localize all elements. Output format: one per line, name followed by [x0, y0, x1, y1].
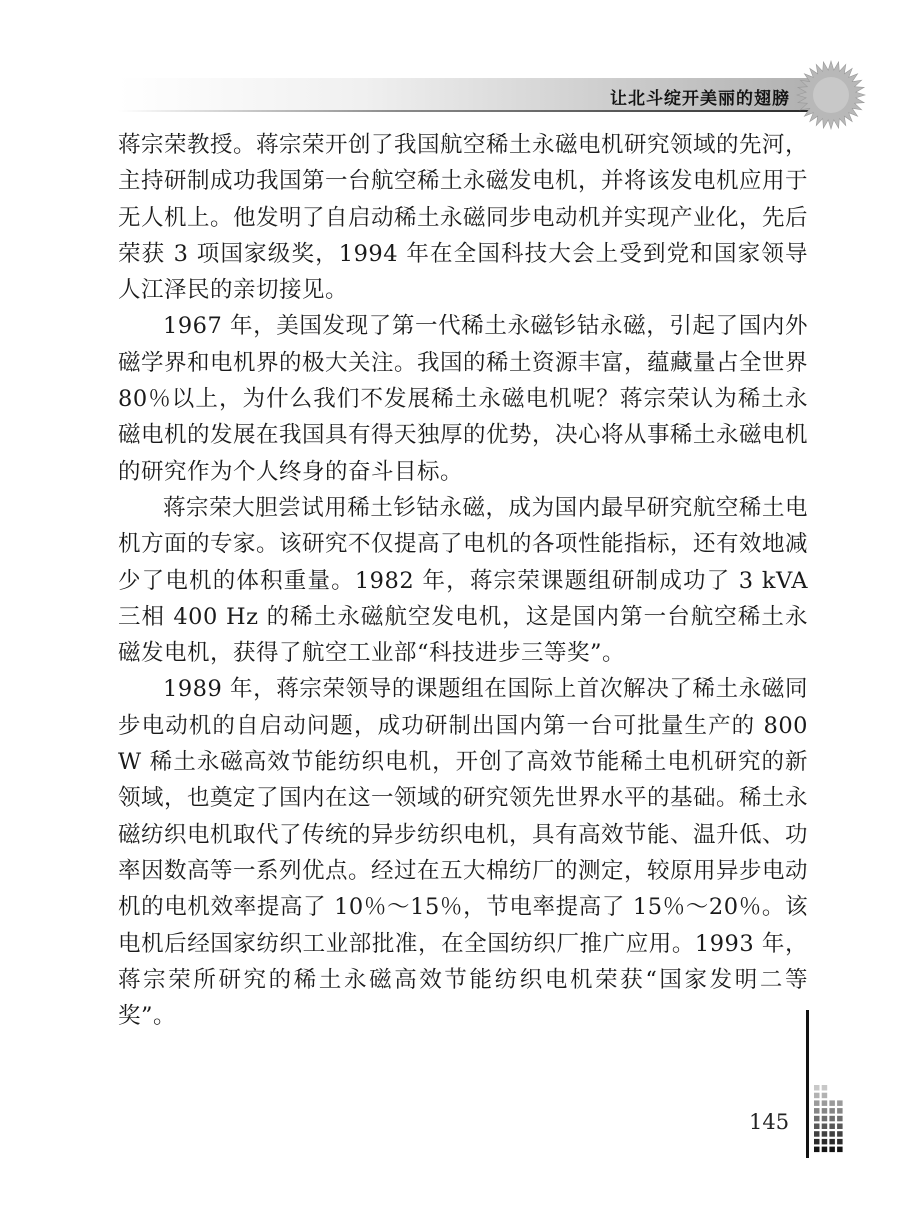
header-rule — [118, 110, 818, 112]
dot-grid-ornament-icon — [814, 1085, 844, 1157]
paragraph-1: 蒋宗荣教授。蒋宗荣开创了我国航空稀土永磁电机研究领域的先河，主持研制成功我国第一台航空稀土永磁发电机，并将该发电机应用于无人机上。他发明了自启动稀土永磁同步电动机并实现产业化，先后荣获 3 项国家级奖，1994 年在全国科技大会上受到党和国家领导人江泽民的亲切接见。 — [118, 132, 809, 304]
running-header — [118, 72, 818, 112]
sunburst-ornament-icon — [796, 60, 866, 130]
paragraph-3: 蒋宗荣大胆尝试用稀土钐钴永磁，成为国内最早研究航空稀土电机方面的专家。该研究不仅提高了电机的各项性能指标，还有效地减少了电机的体积重量。1982 年，蒋宗荣课题组研制成功了 3 kVA 三相 400 Hz 的稀土永磁航空发电机，这是国内第一台航空稀土永磁发电机，获得了航空工业部“科技进步三等奖”。 — [118, 494, 809, 667]
paragraph-2: 1967 年，美国发现了第一代稀土永磁钐钴永磁，引起了国内外磁学界和电机界的极大关注。我国的稀土资源丰富，蕴藏量占全世界 80％以上，为什么我们不发展稀土永磁电机呢？蒋宗荣认为稀土永磁电机的发展在我国具有得天独厚的优势，决心将从事稀土永磁电机的研究作为个人终身的奋斗目标。 — [118, 313, 809, 485]
page-number: 145 — [749, 1110, 790, 1134]
body-text — [118, 127, 808, 1034]
paragraph-4: 1989 年，蒋宗荣领导的课题组在国际上首次解决了稀土永磁同步电动机的自启动问题，成功研制出国内第一台可批量生产的 800 W 稀土永磁高效节能纺织电机，开创了高效节能稀土电机研究的新领域，也奠定了国内在这一领域的研究领先世界水平的基础。稀土永磁纺织电机取代了传统的异步纺织电机，具有高效节能、温升低、功率因数高等一系列优点。经过在五大棉纺厂的测定，较原用异步电动机的电机效率提高了 10％～15％，节电率提高了 15％～20％。该电机后经国家纺织工业部批准，在全国纺织厂推广应用。1993 年，蒋宗荣所研究的稀土永磁高效节能纺织电机荣获“国家发明二等奖”。 — [118, 676, 809, 1030]
running-title: 让北斗绽开美丽的翅膀 — [610, 89, 790, 109]
footer-vertical-bar — [806, 1010, 809, 1158]
